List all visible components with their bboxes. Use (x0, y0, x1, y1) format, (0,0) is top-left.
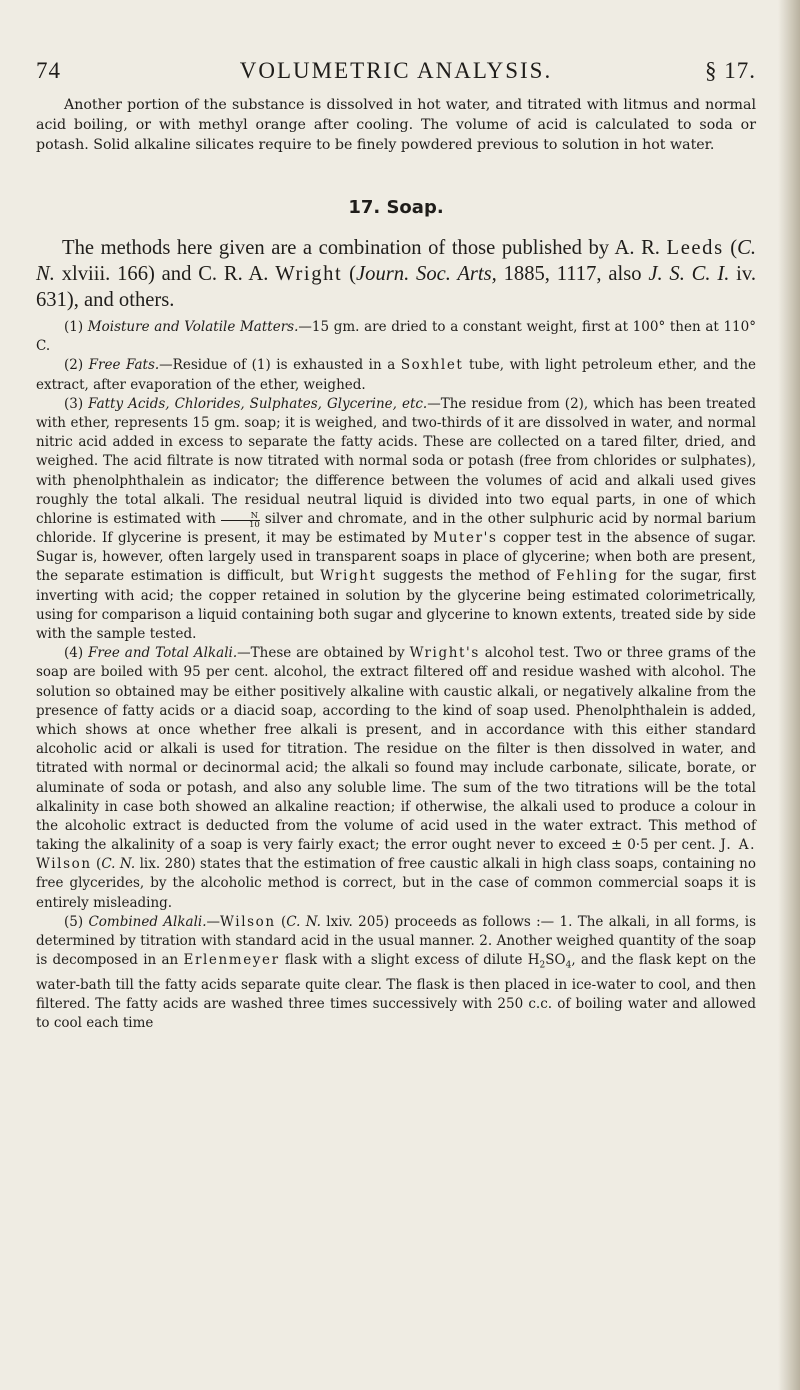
section-heading: 17. Soap. (348, 197, 444, 218)
author-wilson: J. A. Wilson (36, 837, 756, 873)
intro-paragraph: Another portion of the substance is dissolved in hot water, and titrated with litmus and normal acid boiling, or with methyl orange after cooling. The volume of acid is calculated to soda or potash. Solid alkaline silicates require to be finely powdered previous to solution in hot water. (36, 97, 756, 154)
page-number: 74 (36, 58, 61, 83)
ref-jsci: J. S. C. I. (648, 263, 730, 285)
author-fehling: Fehling (556, 568, 619, 585)
author-muter: Muter's (433, 530, 498, 547)
paragraph-free-total-alkali: (4) Free and Total Alkali.—These are obtained by Wright's alcohol test. Two or three grams of the soap are boiled with 95 per cent. alcohol, the extract filtered off and residue washed with alcohol. The solution so obtained may be either positively alkaline with caustic alkali, or negatively alkaline from the presence of fatty acids or a diacid soap, according to the kind of soap used. Phenolphthalein is added, which shows at once whether free alkali is present, and in accordance with this either standard alcoholic acid or alkali is used for titration. The residue on the filter is then dissolved in water, and titrated with normal or decinormal acid; the alkali so found may include carbonate, silicate, borate, or aluminate of soda or potash, and also any soluble lime. The sum of the two titrations will be the total alkalinity in case both showed an alkaline reaction; if otherwise, the alkali used to produce a colour in the alcoholic extract is deducted from the volume of acid used in the water extract. This method of taking the alkalinity of a soap is very fairly exact; the error ought never to exceed ± 0·5 per cent. J. A. Wilson (C. N. lix. 280) states that the estimation of free caustic alkali in high class soaps, containing no free glycerides, by the alcoholic method is correct, but in the case of common commercial soaps it is entirely misleading. (36, 645, 757, 911)
paragraph-title: Free Fats. (88, 357, 160, 374)
term-erlenmeyer: Erlenmeyer (183, 952, 280, 969)
paragraph-title: Free and Total Alkali. (88, 645, 238, 662)
ref-journal-soc-arts: Journ. Soc. Arts, (356, 263, 497, 285)
ref-chemical-news: C. N. (36, 237, 756, 285)
running-title: VOLUMETRIC ANALYSIS. (239, 58, 553, 83)
paragraph-title: Fatty Acids, Chlorides, Sulphates, Glycerine, etc. (88, 395, 428, 412)
paragraph-title: Moisture and Volatile Matters. (87, 319, 299, 335)
book-page (36, 0, 784, 1390)
paragraph-moisture: (1) Moisture and Volatile Matters.—15 gm. are dried to a constant weight, first at 100° then at 110° C. (36, 319, 756, 355)
fraction-n-over-10: $\frac{N}{10}$ (221, 512, 260, 529)
paragraph-fatty-acids: (3) Fatty Acids, Chlorides, Sulphates, Glycerine, etc.—The residue from (2), which has been treated with ether, represents 15 gm. soap; it is weighed, and two-thirds of it are dissolved in water, and normal nitric acid added in excess to separate the fatty acids. These are collected on a tared filter, dried, and weighed. The acid filtrate is now titrated with normal soda or potash (free from chlorides or sulphates), with phenolphthalein as indicator; the difference between the volumes of acid and alkali used gives roughly the total alkali. The residual neutral liquid is divided into two equal parts, in one of which chlorine is estimated with $\frac{N}{10}$ silver and chromate, and in the other sulphuric acid by normal barium chloride. If glycerine is present, it may be estimated by Muter's copper test in the absence of sugar. Sugar is, however, often largely used in transparent soaps in place of glycerine; when both are present, the separate estimation is difficult, but Wright suggests the method of Fehling for the sugar, first inverting with acid; the copper retained in solution by the glycerine being estimated colorimetrically, using for comparison a liquid containing both sugar and glycerine to known extents, treated side by side with the sample tested. (36, 395, 757, 642)
author-wright: Wright's (409, 645, 480, 662)
section-marker: § 17. (705, 58, 756, 83)
author-wright: Wright (275, 263, 343, 285)
author-wilson: Wilson (220, 913, 276, 930)
term-soxhlet: Soxhlet (400, 357, 464, 374)
author-wright: Wright (320, 568, 377, 585)
paragraph-free-fats: (2) Free Fats.—Residue of (1) is exhausted in a Soxhlet tube, with light petroleum ether, and the extract, after evaporation of the ether, weighed. (36, 357, 756, 393)
lead-paragraph: The methods here given are a combination of those published by A. R. Leeds (C. N. xlviii. 166) and C. R. A. Wright (Journ. Soc. Arts, 1885, 1117, also J. S. C. I. iv. 631), and others. (36, 237, 756, 311)
paragraph-title: Combined Alkali. (88, 913, 207, 930)
body-text (36, 318, 756, 1034)
ref-chemical-news: C. N. (101, 856, 136, 873)
paragraph-combined-alkali: (5) Combined Alkali.—Wilson (C. N. lxiv. 205) proceeds as follows :— 1. The alkali, in all forms, is determined by titration with standard acid in the usual manner. 2. Another weighed quantity of the soap is decomposed in an Erlenmeyer flask with a slight excess of dilute $H_2SO_4$, and the flask kept on the water-bath till the fatty acids separate quite clear. The flask is then placed in ice-water to cool, and then filtered. The fatty acids are washed three times successively with 250 c.c. of boiling water and allowed to cool each time (36, 913, 757, 1032)
author-leeds: Leeds (666, 237, 724, 259)
ref-chemical-news: C. N. (286, 913, 321, 930)
